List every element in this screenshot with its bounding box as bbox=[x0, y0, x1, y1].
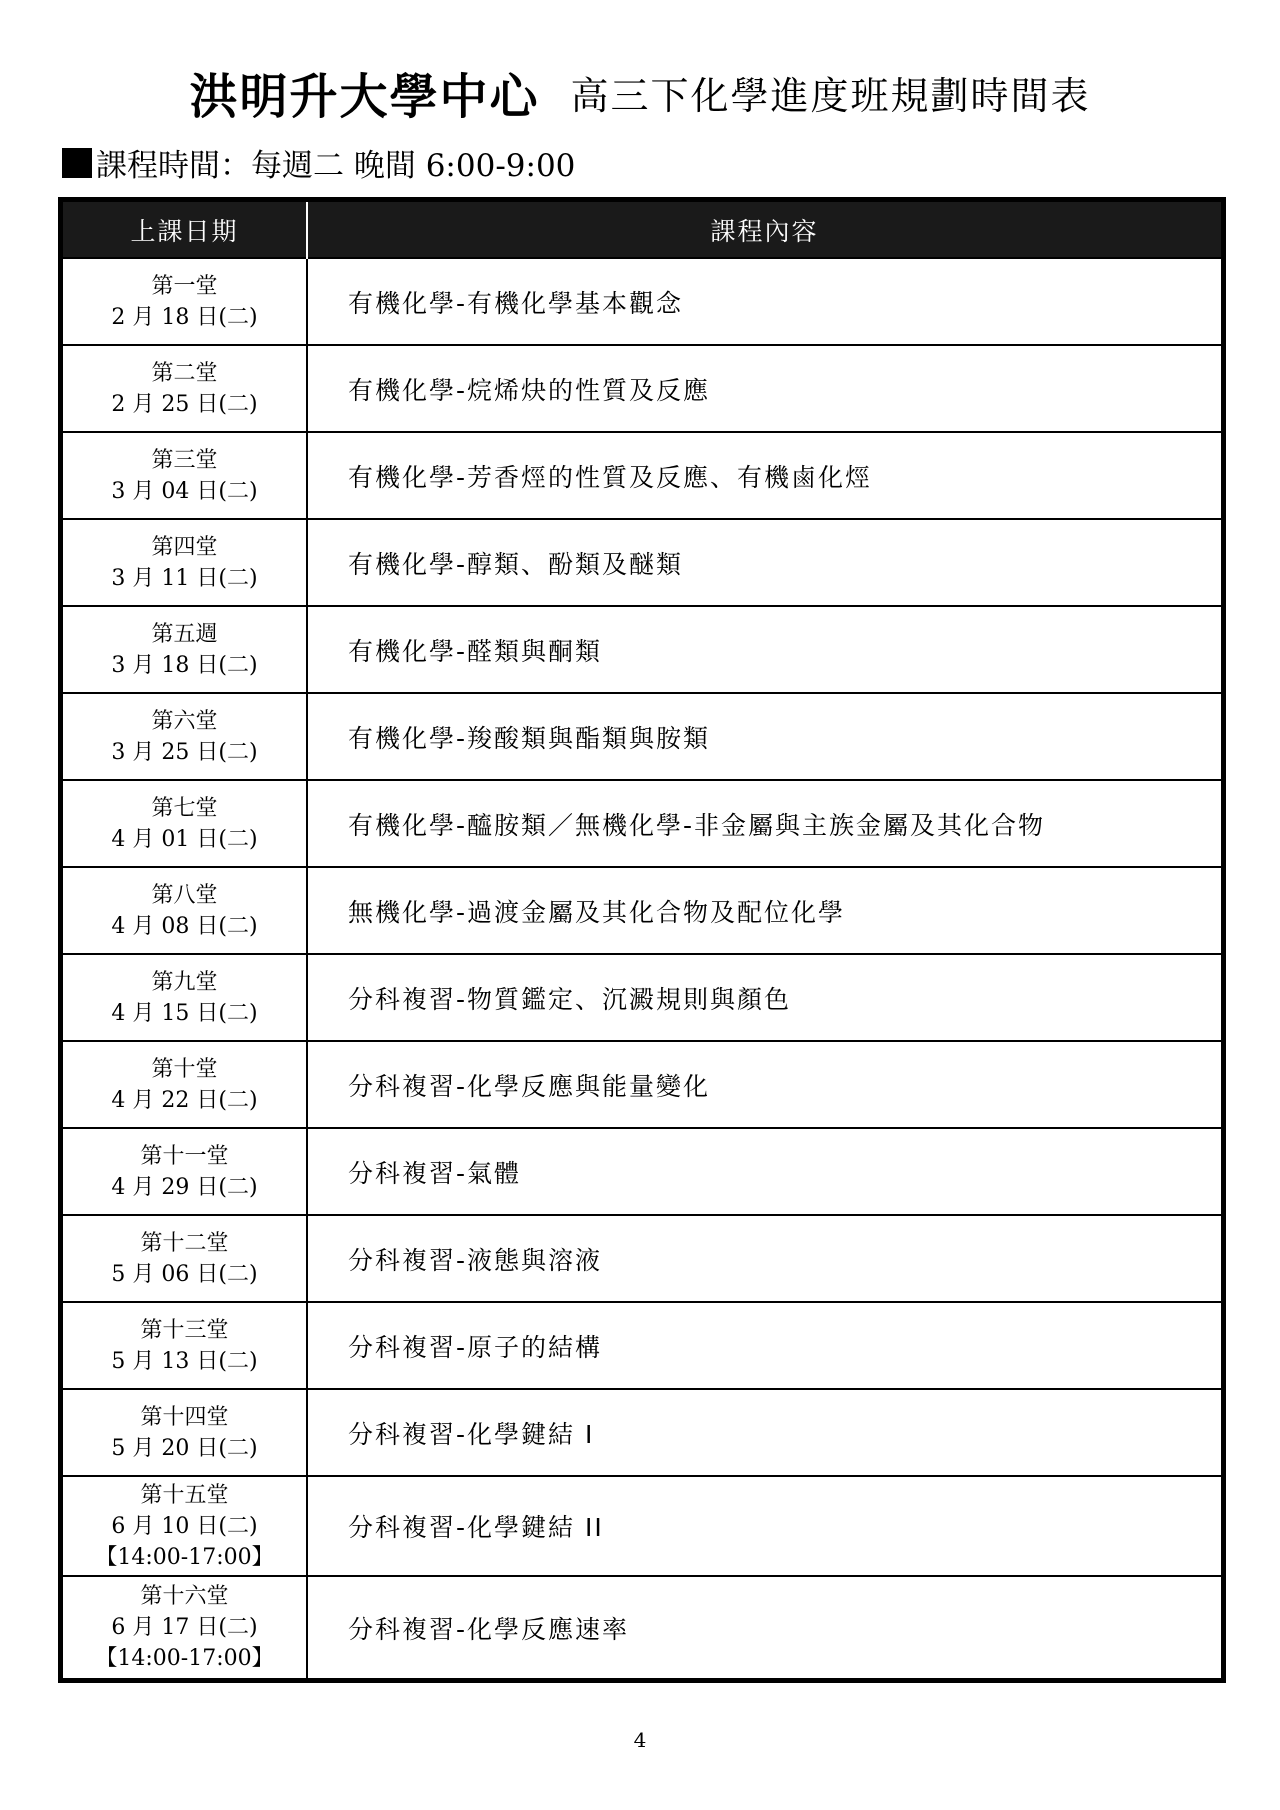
lesson-date: 3 月 18 日(二) bbox=[111, 652, 258, 678]
table-row bbox=[63, 1576, 1221, 1678]
lesson-number: 第十四堂 bbox=[140, 1404, 229, 1430]
table-row bbox=[63, 1302, 1221, 1389]
table-row bbox=[63, 345, 1221, 432]
course-content-cell: 分科複習-化學反應與能量變化 bbox=[307, 1041, 1221, 1128]
lesson-date: 4 月 29 日(二) bbox=[111, 1174, 258, 1200]
column-header-content: 課程內容 bbox=[307, 202, 1221, 258]
table-row bbox=[63, 606, 1221, 693]
table-row bbox=[63, 519, 1221, 606]
lesson-number: 第八堂 bbox=[151, 882, 218, 908]
date-cell bbox=[63, 345, 307, 432]
date-cell bbox=[63, 693, 307, 780]
schedule-info bbox=[62, 140, 575, 185]
course-content-cell: 分科複習-化學反應速率 bbox=[307, 1576, 1221, 1678]
lesson-number: 第九堂 bbox=[151, 969, 218, 995]
lesson-number: 第十一堂 bbox=[140, 1143, 229, 1169]
lesson-date: 2 月 25 日(二) bbox=[111, 391, 258, 417]
lesson-number: 第七堂 bbox=[151, 795, 218, 821]
table-row bbox=[63, 432, 1221, 519]
table-row bbox=[63, 1041, 1221, 1128]
lesson-number: 第十六堂 bbox=[140, 1584, 229, 1609]
lesson-date: 6 月 17 日(二) bbox=[111, 1615, 258, 1640]
lesson-date: 4 月 08 日(二) bbox=[111, 913, 258, 939]
table-row bbox=[63, 954, 1221, 1041]
lesson-date: 6 月 10 日(二) bbox=[111, 1513, 258, 1539]
date-cell bbox=[63, 519, 307, 606]
course-content-cell: 有機化學-醯胺類／無機化學-非金屬與主族金屬及其化合物 bbox=[307, 780, 1221, 867]
brand-name: 洪明升大學中心 bbox=[189, 69, 540, 125]
course-content-cell: 無機化學-過渡金屬及其化合物及配位化學 bbox=[307, 867, 1221, 954]
document-subtitle: 高三下化學進度班規劃時間表 bbox=[570, 74, 1091, 118]
date-cell bbox=[63, 780, 307, 867]
lesson-number: 第三堂 bbox=[151, 447, 218, 473]
date-cell bbox=[63, 432, 307, 519]
lesson-number: 第十五堂 bbox=[140, 1482, 229, 1508]
course-content-cell: 有機化學-醛類與酮類 bbox=[307, 606, 1221, 693]
table-row bbox=[63, 780, 1221, 867]
lesson-date: 4 月 01 日(二) bbox=[111, 826, 258, 852]
black-square-icon bbox=[62, 148, 92, 178]
date-cell bbox=[63, 954, 307, 1041]
lesson-date: 5 月 20 日(二) bbox=[111, 1435, 258, 1461]
lesson-number: 第二堂 bbox=[151, 360, 218, 386]
course-content-cell: 分科複習-化學鍵結 II bbox=[307, 1476, 1221, 1576]
lesson-number: 第四堂 bbox=[151, 534, 218, 560]
lesson-date: 3 月 04 日(二) bbox=[111, 478, 258, 504]
course-content-cell: 有機化學-芳香烴的性質及反應、有機鹵化烴 bbox=[307, 432, 1221, 519]
date-cell bbox=[63, 1302, 307, 1389]
lesson-number: 第十二堂 bbox=[140, 1230, 229, 1256]
lesson-date: 5 月 13 日(二) bbox=[111, 1348, 258, 1374]
course-content-cell: 分科複習-氣體 bbox=[307, 1128, 1221, 1215]
lesson-date: 3 月 25 日(二) bbox=[111, 739, 258, 765]
date-cell bbox=[63, 1476, 307, 1576]
table-row bbox=[63, 258, 1221, 345]
table-row bbox=[63, 1128, 1221, 1215]
lesson-time: 【14:00-17:00】 bbox=[95, 1544, 274, 1570]
date-cell bbox=[63, 258, 307, 345]
lesson-date: 4 月 22 日(二) bbox=[111, 1087, 258, 1113]
date-cell bbox=[63, 1041, 307, 1128]
date-cell bbox=[63, 606, 307, 693]
schedule-table bbox=[58, 197, 1226, 1683]
course-content-cell: 有機化學-醇類、酚類及醚類 bbox=[307, 519, 1221, 606]
table-row bbox=[63, 1476, 1221, 1576]
page-number: 4 bbox=[633, 1728, 647, 1752]
table-row bbox=[63, 867, 1221, 954]
course-content-cell: 有機化學-烷烯炔的性質及反應 bbox=[307, 345, 1221, 432]
course-content-cell: 有機化學-羧酸類與酯類與胺類 bbox=[307, 693, 1221, 780]
date-cell bbox=[63, 1128, 307, 1215]
course-content-cell: 分科複習-化學鍵結 I bbox=[307, 1389, 1221, 1476]
lesson-number: 第六堂 bbox=[151, 708, 218, 734]
schedule-text: 課程時間：每週二 晚間 6:00-9:00 bbox=[96, 148, 576, 184]
date-cell bbox=[63, 1389, 307, 1476]
lesson-date: 5 月 06 日(二) bbox=[111, 1261, 258, 1287]
column-header-date: 上課日期 bbox=[63, 202, 307, 258]
lesson-date: 4 月 15 日(二) bbox=[111, 1000, 258, 1026]
course-content-cell: 有機化學-有機化學基本觀念 bbox=[307, 258, 1221, 345]
lesson-number: 第十堂 bbox=[151, 1056, 218, 1082]
lesson-time: 【14:00-17:00】 bbox=[95, 1646, 274, 1671]
table-body bbox=[63, 258, 1221, 1678]
lesson-date: 3 月 11 日(二) bbox=[111, 565, 258, 591]
lesson-number: 第一堂 bbox=[151, 273, 218, 299]
lesson-number: 第十三堂 bbox=[140, 1317, 229, 1343]
table-row bbox=[63, 1215, 1221, 1302]
course-content-cell: 分科複習-原子的結構 bbox=[307, 1302, 1221, 1389]
page-title bbox=[0, 58, 1280, 127]
course-content-cell: 分科複習-液態與溶液 bbox=[307, 1215, 1221, 1302]
table-row bbox=[63, 693, 1221, 780]
date-cell bbox=[63, 867, 307, 954]
date-cell bbox=[63, 1576, 307, 1678]
date-cell bbox=[63, 1215, 307, 1302]
course-content-cell: 分科複習-物質鑑定、沉澱規則與顏色 bbox=[307, 954, 1221, 1041]
table-row bbox=[63, 1389, 1221, 1476]
lesson-date: 2 月 18 日(二) bbox=[111, 304, 258, 330]
table-header-row bbox=[63, 202, 1221, 258]
lesson-number: 第五週 bbox=[151, 621, 218, 647]
